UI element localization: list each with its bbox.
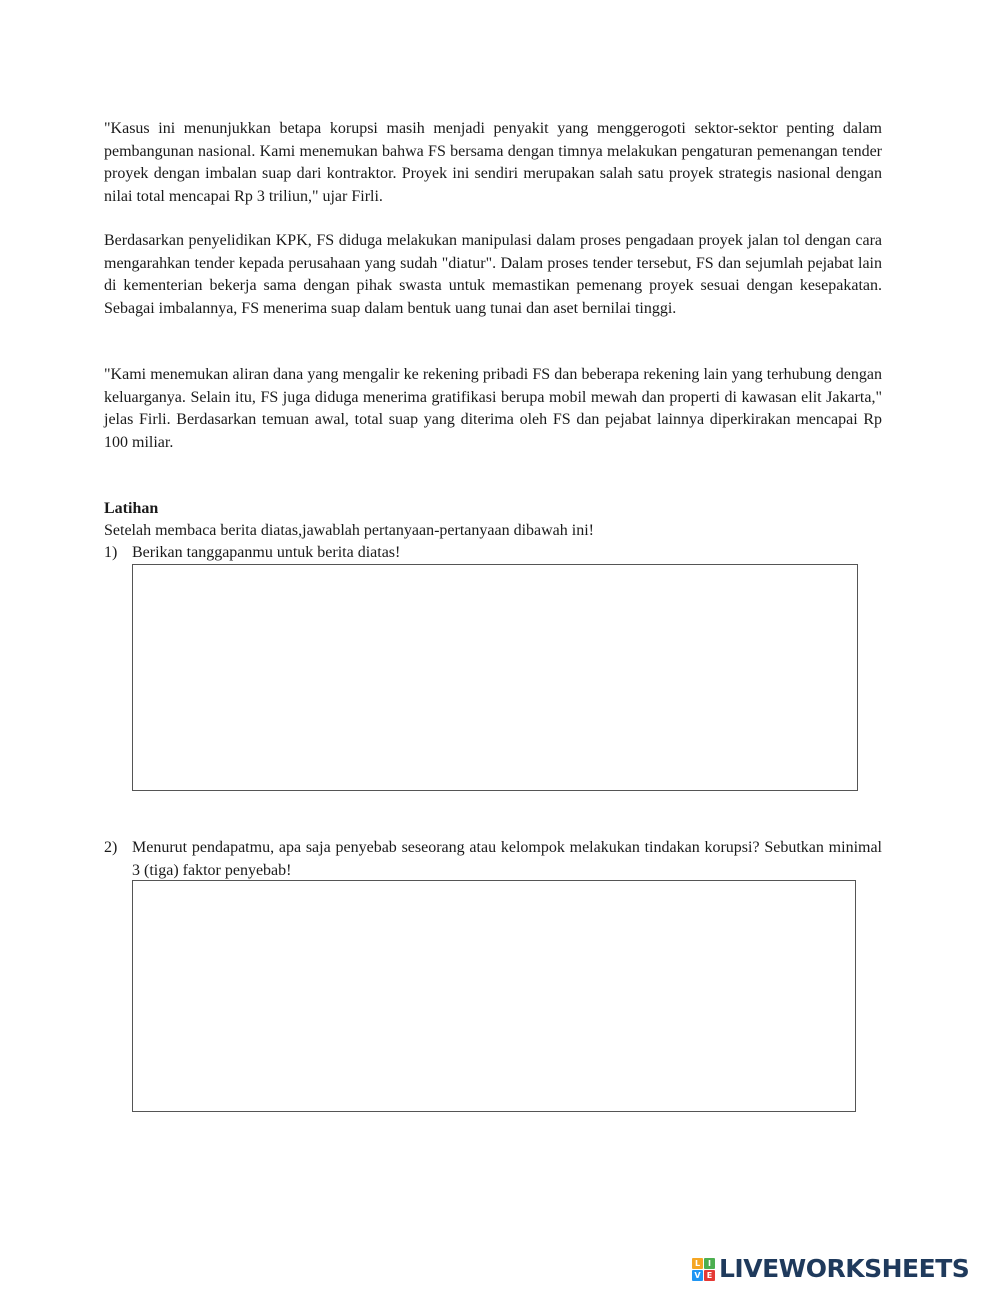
question-1-number: 1) bbox=[104, 544, 118, 561]
logo-mark-letter-e: E bbox=[704, 1270, 715, 1281]
article-paragraph-1: "Kasus ini menunjukkan betapa korupsi masih menjadi penyakit yang menggerogoti sektor-sektor penting dalam pembangunan nasional. Kami menemukan bahwa FS bersama dengan timnya melakukan pengaturan pemenangan tender proyek dengan imbalan suap dari kontraktor. Proyek ini sendiri merupakan salah satu proyek strategis nasional dengan nilai total mencapai Rp 3 triliun," ujar Firli. bbox=[104, 120, 882, 205]
logo-mark-letter-i: I bbox=[704, 1258, 715, 1269]
question-1 bbox=[104, 542, 882, 565]
question-2 bbox=[104, 837, 882, 882]
question-1-text: Berikan tanggapanmu untuk berita diatas! bbox=[132, 544, 401, 561]
logo-mark-letter-l: L bbox=[692, 1258, 703, 1269]
article-paragraph-3: "Kami menemukan aliran dana yang mengalir ke rekening pribadi FS dan beberapa rekening lain yang terhubung dengan keluarganya. Selain itu, FS juga diduga menerima gratifikasi berupa mobil mewah dan properti di kawasan elit Jakarta," jelas Firli. Berdasarkan temuan awal, total suap yang diterima oleh FS dan pejabat lainnya diperkirakan mencapai Rp 100 miliar. bbox=[104, 366, 882, 451]
question-2-text: Menurut pendapatmu, apa saja penyebab seseorang atau kelompok melakukan tindakan korupsi? Sebutkan minimal 3 (tiga) faktor penyebab! bbox=[132, 839, 882, 879]
logo-mark-letter-v: V bbox=[692, 1270, 703, 1281]
article-paragraph-2: Berdasarkan penyelidikan KPK, FS diduga melakukan manipulasi dalam proses pengadaan proyek jalan tol dengan cara mengarahkan tender kepada perusahaan yang sudah "diatur". Dalam proses tender tersebut, FS dan sejumlah pejabat lain di kementerian bekerja sama dengan pihak swasta untuk memastikan pemenang proyek sesuai dengan kesepakatan. Sebagai imbalannya, FS menerima suap dalam bentuk uang tunai dan aset bernilai tinggi. bbox=[104, 232, 882, 317]
question-2-number: 2) bbox=[104, 839, 118, 856]
exercise-instruction: Setelah membaca berita diatas,jawablah pertanyaan-pertanyaan dibawah ini! bbox=[104, 522, 594, 539]
liveworksheets-logo[interactable] bbox=[692, 1254, 969, 1284]
exercise-heading: Latihan bbox=[104, 500, 159, 517]
answer-box-2[interactable] bbox=[132, 880, 856, 1112]
logo-text: LIVEWORKSHEETS bbox=[719, 1254, 970, 1283]
answer-box-1[interactable] bbox=[132, 564, 858, 791]
logo-mark-icon bbox=[692, 1258, 715, 1281]
